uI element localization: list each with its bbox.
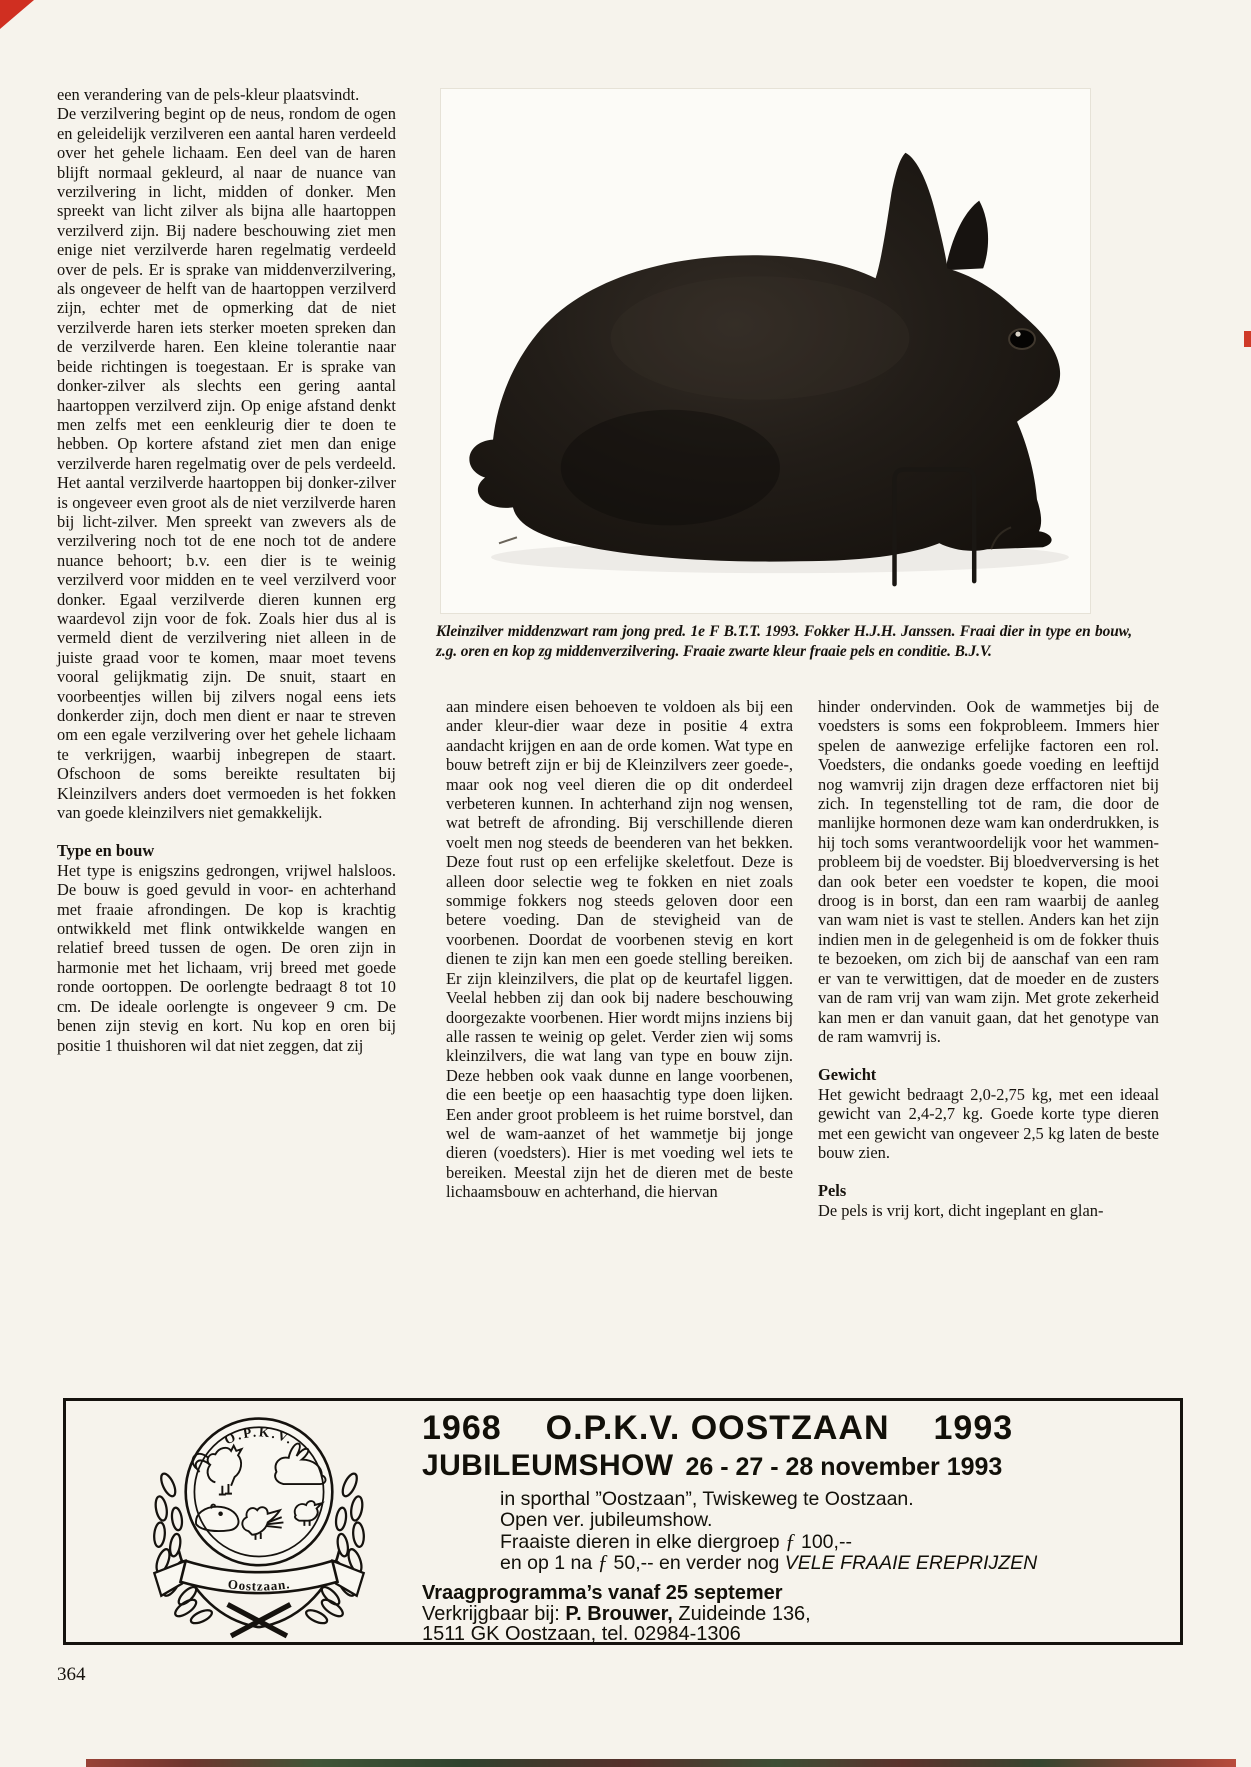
prize1-amount: 100,-- — [795, 1530, 852, 1553]
logo-club-abbr-label: O.P.K.V. — [221, 1424, 297, 1448]
paragraph: De verzilvering begint op de neus, rondom de ogen en geleidelijk verzilveren een aantal haren verdeeld over het gehele lichaam. Een deel van de haren blijft normaal gekleurd, al naar de nuance van verzilvering in licht, midden of donker. Men spreekt van licht zilver als bijna alle haartoppen verzilverd zijn. Bij nadere beschouwing ziet men enige niet verzilverde haren regelmatig verdeeld over de pels. Er is sprake van middenverzilvering, als ongeveer de helft van de haartoppen verzilverd zijn, echter met de opmerking dat de niet verzilverde haren iets sterker moeten spreken dan de verzilverde haren. Een kleine tolerantie naar beide richtingen is toegestaan. Er is sprake van donker-zilver als slechts een gering aantal haartoppen verzilverd zijn. Op enige afstand denkt men zelfs met een eenkleurig dier te doen te hebben. Op kortere afstand ziet men dan enige verzilverde haren regelmatig over de pels verdeeld. Het aantal verzilverde haartoppen bij donker-zilver is ongeveer even groot als de niet verzilverde haren bij licht-zilver. Men spreekt van zwevers als de verzilvering noch tot de ene noch tot de andere nuance behoort; b.v. een dier is te weinig verzilverd voor midden en te veel verzilverd voor donker. Egaal verzilverde dieren kunnen erg waardevol zijn voor de fok. Zoals hier dus al is vermeld dient de verzilvering niet alleen in de juiste graad voor te komen, maar moet tevens vooral gelijkmatig zijn. De snuit, staart en voorbeentjes willen bij zilvers nogal eens iets donkerder zijn, doch men dient er naar te streven om een egale verzilvering over het gehele lichaam te verkrijgen, waarbij inbegrepen de staart. Ofschoon de soms bereikte resultaten bij Kleinzilvers anders doet vermoeden is het fokken van goede kleinzilvers niet gemakkelijk. — [57, 104, 396, 823]
scan-dash — [499, 537, 517, 543]
svg-text:Oostzaan. — [227, 1576, 291, 1593]
rabbit-second-ear — [945, 201, 988, 271]
scan-glitch-strip — [86, 1759, 1236, 1767]
ad-prize-line-2 — [500, 1552, 1182, 1574]
ad-year-start: 1968 — [422, 1409, 502, 1447]
logo-place-label: Oostzaan. — [226, 1576, 292, 1594]
paragraph: aan mindere eisen behoeven te voldoen als bij een ander kleur-dier waar deze in positie 4 extra aandacht krijgen en aan de orde komen. Wat type en bouw betreft zijn er bij de Kleinzilvers zeer goede-, maar ook nog veel dieren die op dit onderdeel verbeteren kunnen. In achterhand zijn nog wensen, wat betreft de afronding. Bij verschillende dieren voelt men nog steeds de beenderen van het bekken. Deze fout rust op een erfelijke skeletfout. Deze is alleen door selectie weg te fokken en niet zoals sommige fokkers nog steeds geloven door een betere voeding. Dan de stevigheid van de voorbenen. Doordat de voorbenen stevig en kort dienen te zijn kan men een goede stelling bereiken. Er zijn kleinzilvers, die plat op de keurtafel liggen. Veelal hebben zij dan ook bij nadere beschouwing doorgezakte voorbenen. Hier wordt mijns inziens bij alle rassen te weinig op gelet. Verder zien wij soms kleinzilvers, die wat lang van type en bouw zijn. Deze hebben ook vaak dunne en lange voorbenen, die een beetje op een haasachtig type doen lijken. Een ander groot probleem is het ruime borstvel, dan wel de wam-aanzet of het wammetje bij jonge dieren (voedsters). Hier is met voeding wel iets te bereiken. Meestal zijn het de dieren met de beste lichaamsbouw en achterhand, die hiervan — [446, 697, 793, 1202]
ad-year-end: 1993 — [933, 1409, 1014, 1447]
page-number: 364 — [57, 1664, 86, 1685]
ad-show-line — [422, 1449, 1182, 1483]
ad-details — [500, 1489, 1182, 1574]
rabbit-eye-glint — [1015, 331, 1020, 336]
ad-venue-line: in sporthal ”Oostzaan”, Twiskeweg te Oostzaan. — [500, 1488, 914, 1510]
paragraph: Het gewicht bedraagt 2,0-2,75 kg, met een ideaal gewicht van 2,4-2,7 kg. Goede korte type dieren met een gewicht van ongeveer 2,5 kg laten de beste bouw zien. — [818, 1084, 1159, 1162]
ad-open-line: Open ver. jubileumshow. — [500, 1508, 713, 1531]
advertisement-box — [63, 1398, 1183, 1645]
section-heading-gewicht: Gewicht — [818, 1065, 877, 1085]
florin-sign: ƒ — [785, 1528, 796, 1553]
prize2-text: en op 1 na — [500, 1552, 598, 1575]
avail-prefix: Verkrijgbaar bij: — [422, 1602, 566, 1625]
paragraph: hinder ondervinden. Ook de wammetjes bij de voedsters is soms een fokprobleem. Immers hier spelen de aanwezige erfelijke factoren een rol. Voedsters, die ondanks goede voeding en leeftijd nog wamvrij zijn dragen deze erffactoren niet bij zich. In tegenstelling tot de ram, die door de manlijke hormonen deze wam kan onderdrukken, is hij toch soms verantwoordelijk voor het wammen-probleem bij de voedster. Bij bloedverversing is het dan ook beter een voedster te kopen, die mooi droog is in borst, dan een ram waarbij de aanleg van wam niet is vast te stellen. Anders kan het zijn indien men in de gelegenheid is om de fokker thuis te bezoeken, om zich bij de aanschaf van een ram er van te verwittigen, dat de moeder en de zusters van de ram vrij van wam zijn. Met grote zekerheid kan men er dan vanuit gaan, dat het genotype van de ram wamvrij is. — [818, 697, 1159, 1046]
fur-shade — [561, 410, 780, 526]
rabbit-photo — [440, 88, 1091, 614]
ad-text-block — [422, 1409, 1182, 1645]
rabbit-eye — [1009, 329, 1035, 349]
prize2-amount: 50,-- en verder nog — [608, 1552, 785, 1575]
ad-show-title: JUBILEUMSHOW — [422, 1449, 674, 1482]
avail-street: Zuideinde 136, — [672, 1602, 811, 1625]
ad-availability-line — [422, 1604, 1182, 1625]
article-column-1 — [57, 85, 396, 1055]
rabbit-photo-image — [441, 89, 1090, 613]
club-logo — [118, 1402, 400, 1642]
paragraph: Het type is enigszins gedrongen, vrijwel halsloos. De bouw is goed gevuld in voor- en achterhand met fraaie afrondingen. De kop is krachtig ontwikkeld met flink ontwikkelde wangen en relatief breed tussen de ogen. De oren zijn in harmonie met het lichaam, vrij breed met goede ronde oortoppen. De oorlengte bedraagt 8 tot 10 cm. De ideale oorlengte is ongeveer 9 cm. De benen zijn stevig en kort. Nu kop en oren bij positie 1 thuishoren wil dat niet zeggen, dat zij — [57, 860, 396, 1055]
section-heading-type-en-bouw: Type en bouw — [57, 841, 155, 861]
prize2-highlight: VELE FRAAIE EREPRIJZEN — [784, 1552, 1038, 1575]
ad-club-name: O.P.K.V. OOSTZAAN — [545, 1409, 890, 1447]
ad-headline — [422, 1409, 1182, 1448]
avail-contact-name: P. Brouwer, — [565, 1602, 673, 1625]
ad-program-block — [422, 1583, 1182, 1645]
article-column-2 — [446, 697, 793, 1202]
ad-show-dates: 26 - 27 - 28 november 1993 — [685, 1453, 1003, 1481]
ad-prize-line-1 — [500, 1528, 1182, 1553]
photo-caption: Kleinzilver middenzwart ram jong pred. 1e F B.T.T. 1993. Fokker H.J.H. Janssen. Fraai dier in type en bouw, z.g. oren en kop zg middenverzilvering. Fraaie zwarte kleur fraaie pels en conditie. B.J.V. — [436, 623, 1132, 661]
fur-highlight — [611, 276, 910, 400]
red-edge-artifact — [1244, 331, 1251, 347]
ad-address-line: 1511 GK Oostzaan, tel. 02984-1306 — [422, 1623, 741, 1646]
florin-sign: ƒ — [597, 1550, 609, 1575]
prize1-text: Fraaiste dieren in elke diergroep — [500, 1530, 786, 1553]
red-corner-artifact — [0, 0, 34, 29]
paragraph: De pels is vrij kort, dicht ingeplant en glan- — [818, 1200, 1104, 1220]
section-heading-pels: Pels — [818, 1181, 847, 1201]
paragraph: een verandering van de pels-kleur plaatsvindt. — [57, 85, 360, 104]
ad-program-line: Vraagprogramma’s vanaf 25 septemer — [422, 1582, 783, 1605]
logo-outer-ring — [186, 1419, 333, 1566]
article-column-3 — [818, 697, 1159, 1220]
